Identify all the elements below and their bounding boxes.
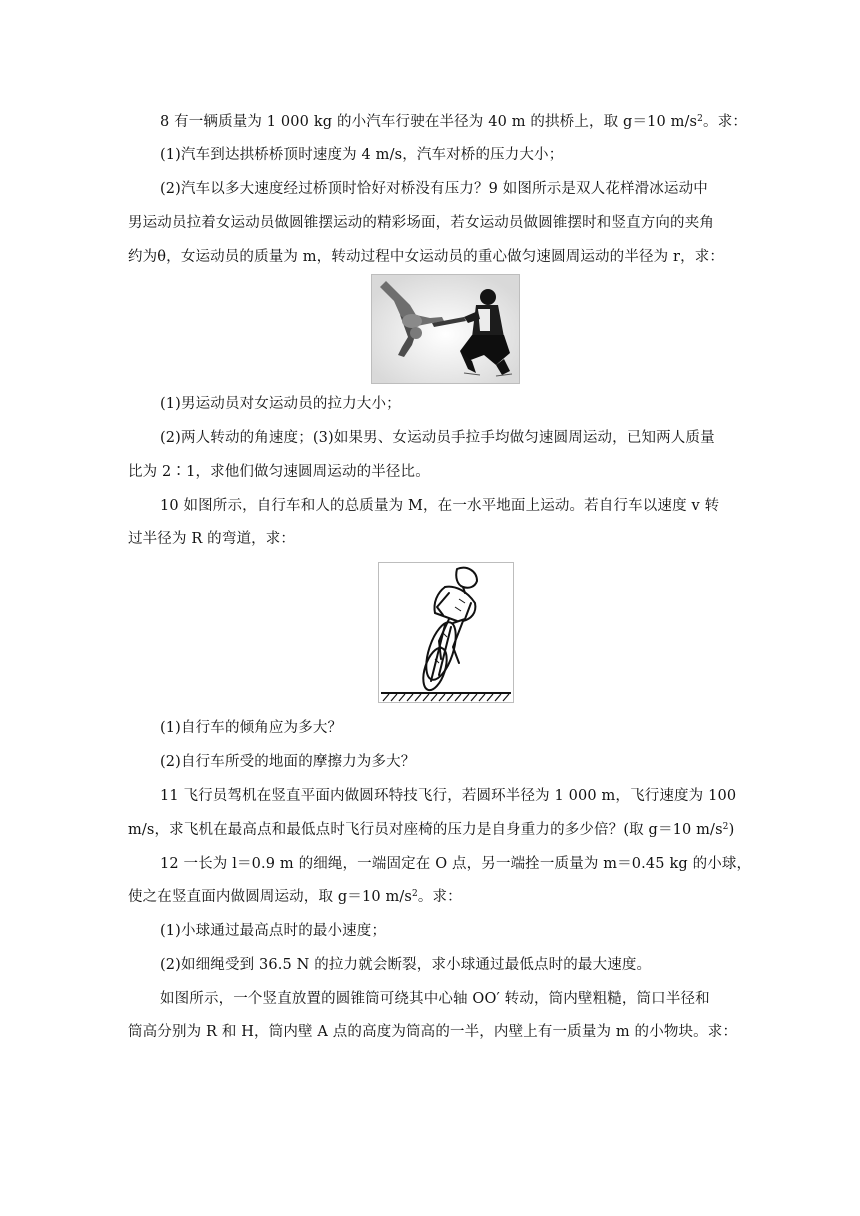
problem-12-line-2: 使之在竖直面内做圆周运动，取 g＝10 $m/s^2$。求：: [128, 889, 462, 905]
problem-8-part-1: (1)汽车到达拱桥桥顶时速度为 4 m/s，汽车对桥的压力大小；: [160, 147, 564, 163]
problem-8-part-2: (2)汽车以多大速度经过桥顶时恰好对桥没有压力？9 如图所示是双人花样滑冰运动中: [160, 181, 708, 197]
problem-11-line-2: m/s，求飞机在最高点和最低点时飞行员对座椅的压力是自身重力的多少倍？(取 g＝10 $m/s^2$): [128, 822, 735, 838]
problem-9-line-2: 男运动员拉着女运动员做圆锥摆运动的精彩场面，若女运动员做圆锥摆时和竖直方向的夹角: [128, 215, 714, 231]
problem-11-line-1: 11 飞行员驾机在竖直平面内做圆环特技飞行，若圆环半径为 1 000 m，飞行速度为 100: [160, 788, 737, 804]
problem-9-part-3-cont: 比为 2∶1，求他们做匀速圆周运动的半径比。: [128, 464, 430, 480]
cyclist-image: [378, 562, 514, 703]
problem-12-line-1: 12 一长为 l＝0.9 m 的细绳，一端固定在 O 点，另一端拴一质量为 m＝0.45 kg 的小球，: [160, 856, 752, 872]
problem-13-line-2: 筒高分别为 R 和 H，筒内壁 A 点的高度为筒高的一半，内壁上有一质量为 m 的小物块。求：: [128, 1024, 738, 1040]
problem-8-line-1: 8 有一辆质量为 1 000 kg 的小汽车行驶在半径为 40 m 的拱桥上，取 g＝10 $m/s^2$。求：: [160, 114, 747, 130]
problem-10-part-1: (1)自行车的倾角应为多大？: [160, 720, 343, 736]
figure-skating-image: [371, 274, 520, 384]
problem-9-part-2-3: (2)两人转动的角速度；(3)如果男、女运动员手拉手均做匀速圆周运动，已知两人质量: [160, 430, 715, 446]
problem-9-part-1: (1)男运动员对女运动员的拉力大小；: [160, 396, 401, 412]
problem-13-line-1: 如图所示，一个竖直放置的圆锥筒可绕其中心轴 OO′ 转动，筒内壁粗糙，筒口半径和: [160, 991, 710, 1007]
problem-12-part-2: (2)如细绳受到 36.5 N 的拉力就会断裂，求小球通过最低点时的最大速度。: [160, 957, 652, 973]
problem-9-line-3: 约为θ，女运动员的质量为 m，转动过程中女运动员的重心做匀速圆周运动的半径为 r，求：: [128, 249, 725, 265]
problem-12-part-1: (1)小球通过最高点时的最小速度；: [160, 923, 387, 939]
problem-10-line-2: 过半径为 R 的弯道，求：: [128, 531, 296, 547]
figure-skating-drawing: [372, 275, 519, 383]
problem-10-line-1: 10 如图所示，自行车和人的总质量为 M，在一水平地面上运动。若自行车以速度 v 转: [160, 498, 720, 514]
cyclist-drawing: [379, 563, 513, 702]
problem-10-part-2: (2)自行车所受的地面的摩擦力为多大？: [160, 754, 416, 770]
